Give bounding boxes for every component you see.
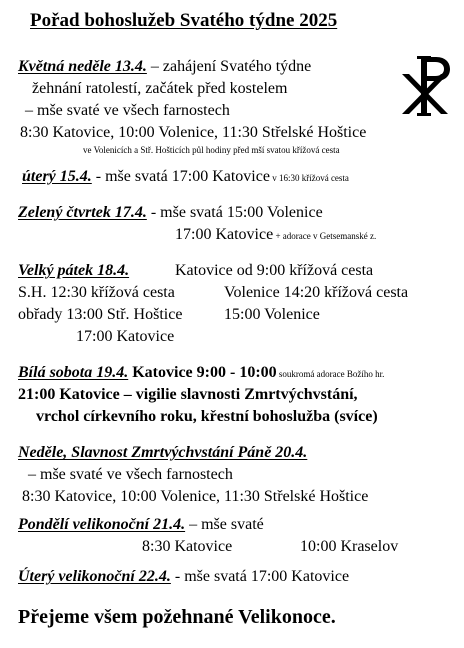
saturday-line-2: 21:00 Katovice – vigilie slavnosti Zmrtvýchvstání, <box>18 386 358 403</box>
easter-monday-heading: Pondělí velikonoční 21.4. <box>18 516 186 533</box>
palm-sunday-note: ve Volenicích a Stř. Hošticích půl hodiny před mší svatou křížová cesta <box>83 145 340 155</box>
saturday-line-3: vrchol církevního roku, křestní bohoslužba (svíce) <box>36 408 378 425</box>
thursday-line-1 <box>18 205 323 221</box>
friday-heading: Velký pátek 18.4. <box>18 262 130 279</box>
saturday-note: soukromá adorace Božího hr. <box>276 369 385 379</box>
friday-line-3a: obřady 13:00 Stř. Hoštice <box>18 306 183 323</box>
palm-sunday-line-3: – mše svaté ve všech farnostech <box>25 102 230 119</box>
thursday-heading: Zelený čtvrtek 17.4. <box>18 204 147 221</box>
easter-tuesday-text: - mše svatá 17:00 Katovice <box>170 568 350 585</box>
easter-sunday-heading: Neděle, Slavnost Zmrtvýchvstání Páně 20.4. <box>18 444 308 461</box>
easter-monday-text: – mše svaté <box>185 516 264 533</box>
friday-line-2a: S.H. 12:30 křížová cesta <box>18 284 175 301</box>
easter-tuesday-line <box>18 569 349 585</box>
easter-monday-line-2a: 8:30 Katovice <box>142 538 233 555</box>
tuesday-heading: úterý 15.4. <box>22 168 92 185</box>
easter-sunday-line-2: 8:30 Katovice, 10:00 Volenice, 11:30 Střelské Hoštice <box>22 488 369 505</box>
thursday-text-1: - mše svatá 15:00 Volenice <box>146 204 323 221</box>
friday-line-2b: Volenice 14:20 křížová cesta <box>224 284 409 301</box>
easter-monday-line-2b: 10:00 Kraselov <box>300 538 399 555</box>
friday-line-4: 17:00 Katovice <box>76 328 175 345</box>
saturday-line-1 <box>18 365 384 381</box>
saturday-heading: Bílá sobota 19.4. <box>18 364 129 381</box>
palm-sunday-line-1 <box>18 59 311 75</box>
chi-rho-icon <box>398 52 452 118</box>
tuesday-text: - mše svatá 17:00 Katovice <box>91 168 270 185</box>
closing-greeting: Přejeme všem požehnané Velikonoce. <box>18 606 336 628</box>
tuesday-note: v 16:30 křížová cesta <box>269 173 349 183</box>
thursday-note: + adorace v Getsemanské z. <box>273 231 377 241</box>
saturday-text-1: Katovice 9:00 - 10:00 <box>128 364 277 381</box>
schedule-title: Pořad bohoslužeb Svatého týdne 2025 <box>30 10 338 31</box>
tuesday-line <box>22 169 349 185</box>
palm-sunday-text-1: – zahájení Svatého týdne <box>146 58 312 75</box>
thursday-text-2: 17:00 Katovice <box>175 226 274 243</box>
friday-line-3b: 15:00 Volenice <box>224 306 320 323</box>
easter-tuesday-heading: Úterý velikonoční 22.4. <box>18 568 171 585</box>
easter-monday-line-1 <box>18 517 264 533</box>
palm-sunday-line-4: 8:30 Katovice, 10:00 Volenice, 11:30 Střelské Hoštice <box>20 124 367 141</box>
friday-line-1: Katovice od 9:00 křížová cesta <box>175 262 374 279</box>
thursday-line-2 <box>175 227 376 243</box>
palm-sunday-heading: Květná neděle 13.4. <box>18 58 147 75</box>
palm-sunday-line-2: žehnání ratolestí, začátek před kostelem <box>32 80 288 97</box>
easter-sunday-line-1: – mše svaté ve všech farnostech <box>28 466 233 483</box>
